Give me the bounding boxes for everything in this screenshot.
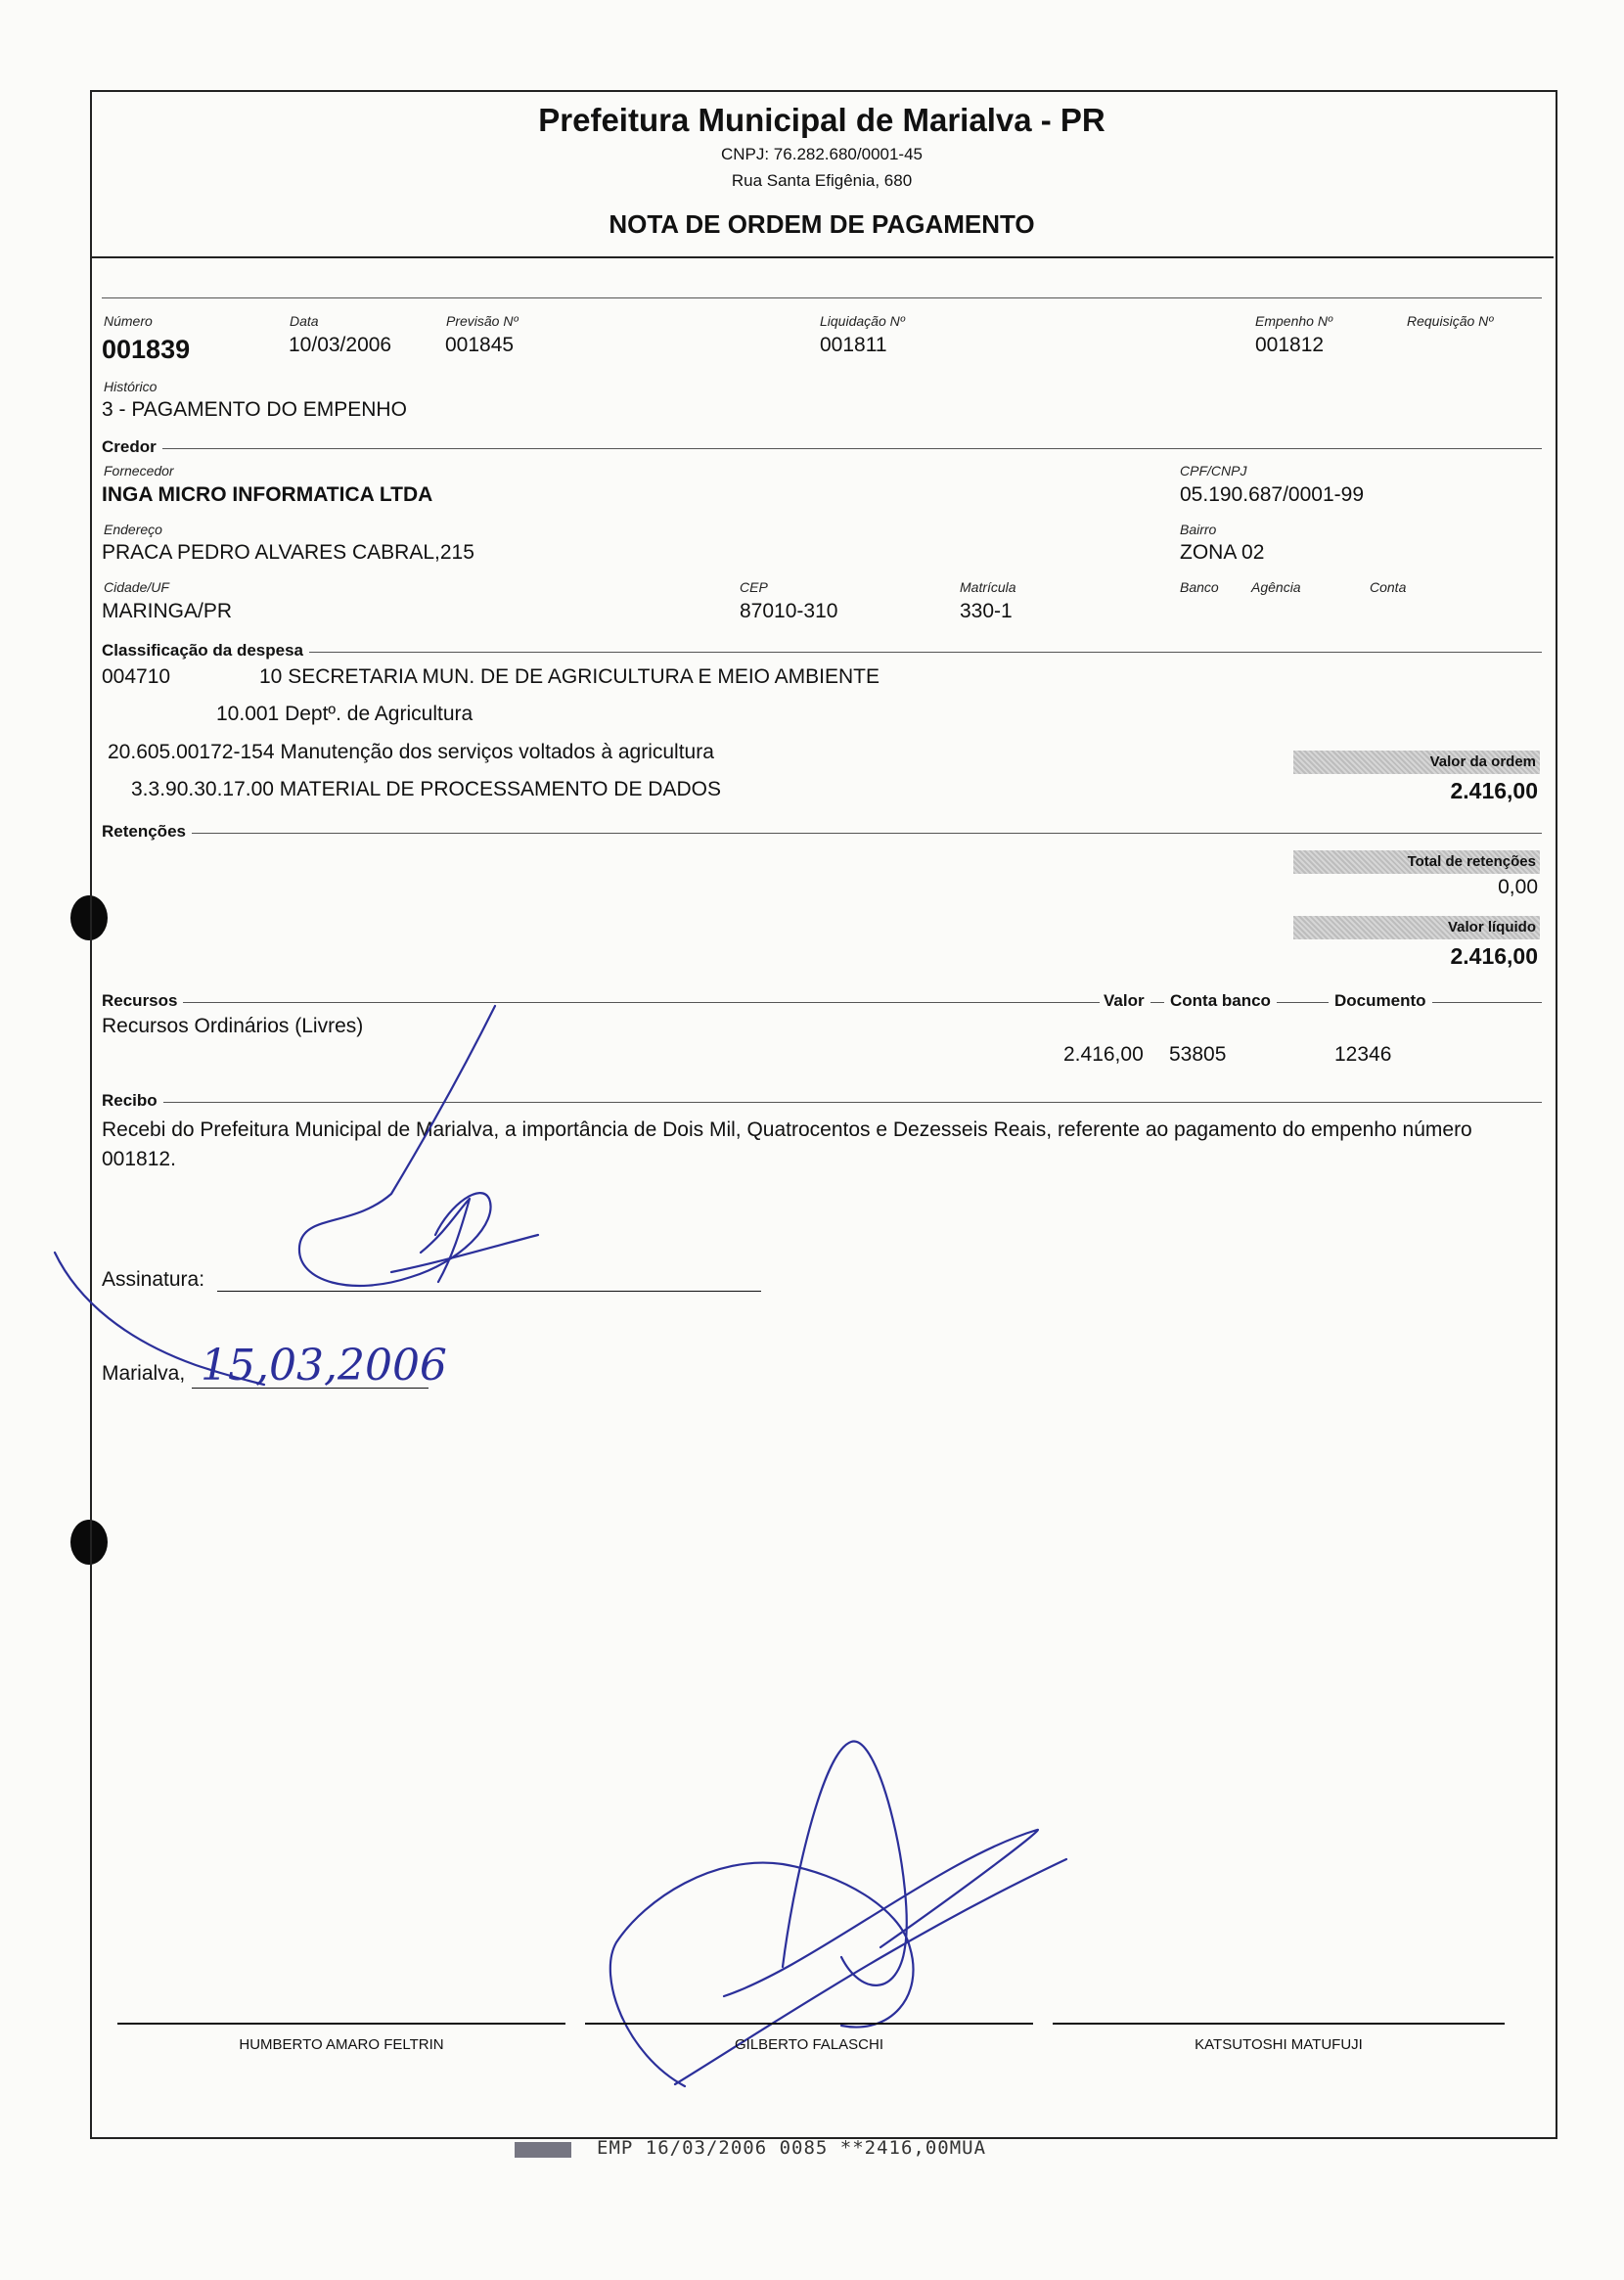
valor-liquido-value: 2.416,00 [1450,943,1538,969]
previsao-value: 001845 [445,334,515,356]
recursos-conta-header: Conta banco [1164,991,1277,1011]
conta-label: Conta [1370,579,1407,595]
recursos-section-title: Recursos [102,991,183,1011]
header-address: Rua Santa Efigênia, 680 [731,171,913,190]
data-label: Data [290,313,319,329]
requisicao-label: Requisição Nº [1407,313,1494,329]
signature-line-3 [1053,2023,1505,2025]
cidade-label: Cidade/UF [104,579,169,595]
liquidacao-value: 001811 [820,334,887,356]
signatory-2: GILBERTO FALASCHI [735,2036,883,2053]
classificacao-departamento: 10.001 Deptº. de Agricultura [216,703,474,725]
assinatura-label: Assinatura: [102,1268,205,1291]
payment-stamp-mark [515,2142,571,2158]
total-retencoes-label: Total de retenções [1407,853,1536,870]
liquidacao-label: Liquidação Nº [820,313,905,329]
classificacao-code: 004710 [102,665,171,688]
numero-value: 001839 [102,335,191,364]
signature-line-2 [585,2023,1033,2025]
bairro-label: Bairro [1180,522,1217,537]
valor-ordem-value: 2.416,00 [1450,778,1538,803]
handwritten-date: 15,03,2006 [201,1341,447,1391]
classificacao-section-title: Classificação da despesa [102,641,309,661]
cpf-cnpj-label: CPF/CNPJ [1180,463,1247,479]
recursos-valor-header: Valor [1100,991,1150,1011]
cep-value: 87010-310 [740,600,838,622]
banco-label: Banco [1180,579,1219,595]
empenho-label: Empenho Nº [1255,313,1333,329]
signatory-3: KATSUTOSHI MATUFUJI [1195,2036,1363,2053]
local-label: Marialva, [102,1362,186,1385]
signatory-1: HUMBERTO AMARO FELTRIN [239,2036,444,2053]
fornecedor-value: INGA MICRO INFORMATICA LTDA [102,483,433,506]
historico-value: 3 - PAGAMENTO DO EMPENHO [102,398,407,421]
recibo-text: Recebi do Prefeitura Municipal de Marialva, a importância de Dois Mil, Quatrocentos e Dezesseis Reais, referente ao pagamento do empenho número 001812. [102,1118,1472,1170]
page-title: Prefeitura Municipal de Marialva - PR [538,102,1105,138]
matricula-value: 330-1 [960,600,1013,622]
recursos-documento: 12346 [1334,1043,1392,1066]
bairro-value: ZONA 02 [1180,541,1265,564]
retencoes-section-title: Retenções [102,822,192,842]
classificacao-programa: 20.605.00172-154 Manutenção dos serviços voltados à agricultura [108,741,714,763]
fornecedor-label: Fornecedor [104,463,174,479]
recursos-valor: 2.416,00 [1063,1043,1144,1066]
data-value: 10/03/2006 [289,334,392,356]
historico-label: Histórico [104,379,158,394]
matricula-label: Matrícula [960,579,1016,595]
endereco-label: Endereço [104,522,162,537]
classificacao-secretaria: 10 SECRETARIA MUN. DE DE AGRICULTURA E MEIO AMBIENTE [259,665,880,688]
cidade-value: MARINGA/PR [102,600,233,622]
previsao-label: Previsão Nº [446,313,519,329]
classificacao-natureza: 3.3.90.30.17.00 MATERIAL DE PROCESSAMENTO DE DADOS [131,778,721,800]
recursos-descricao: Recursos Ordinários (Livres) [102,1015,364,1037]
total-retencoes-value: 0,00 [1498,876,1538,898]
valor-ordem-label: Valor da ordem [1429,753,1536,770]
endereco-value: PRACA PEDRO ALVARES CABRAL,215 [102,541,474,564]
document-title: NOTA DE ORDEM DE PAGAMENTO [609,209,1035,239]
cpf-cnpj-value: 05.190.687/0001-99 [1180,483,1365,506]
header-cnpj: CNPJ: 76.282.680/0001-45 [720,145,924,163]
signature-line-1 [117,2023,565,2025]
agencia-label: Agência [1251,579,1301,595]
valor-liquido-label: Valor líquido [1447,919,1536,935]
payment-stamp: EMP 16/03/2006 0085 **2416,00MUA [597,2137,987,2159]
credor-section-title: Credor [102,437,162,457]
recibo-section-title: Recibo [102,1091,163,1111]
cep-label: CEP [740,579,768,595]
recursos-conta: 53805 [1169,1043,1227,1066]
numero-label: Número [104,313,153,329]
recursos-documento-header: Documento [1329,991,1432,1011]
empenho-value: 001812 [1255,334,1325,356]
